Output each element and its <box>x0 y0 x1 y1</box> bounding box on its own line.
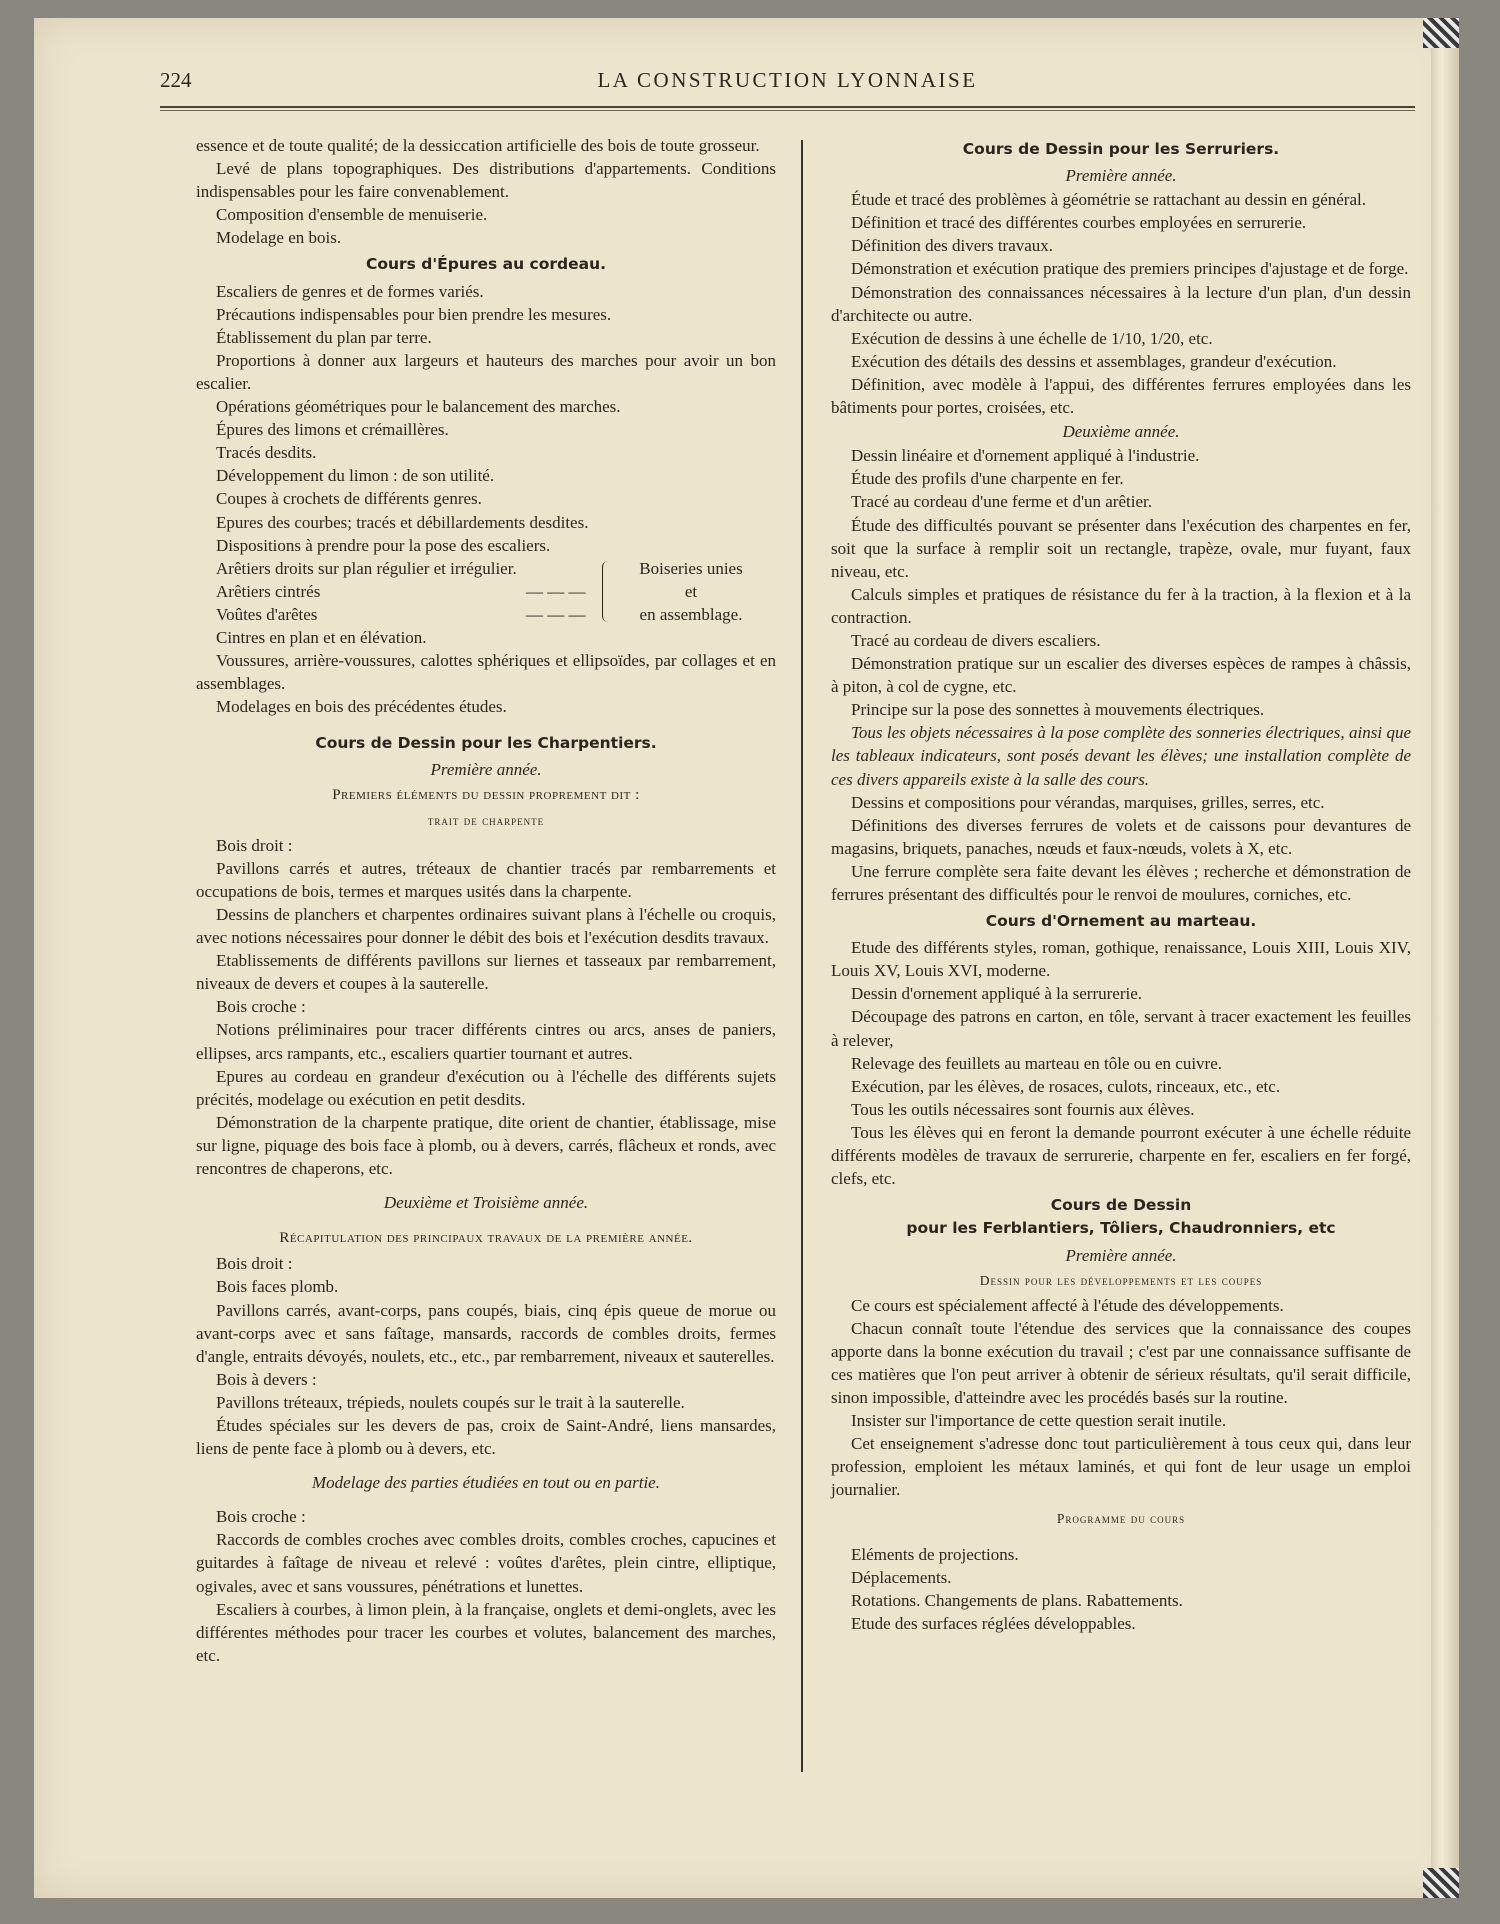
brace-right: Boiseries unies et en assemblage. <box>639 558 743 624</box>
year-subheading: Première année. <box>430 760 542 780</box>
paragraph: Composition d'ensemble de menuiserie. <box>216 205 488 225</box>
list-item: Opérations géométriques pour le balancement des marches. <box>216 397 621 417</box>
list-item: Rotations. Changements de plans. Rabattements. <box>851 1590 1183 1610</box>
paragraph: Dessins de planchers et charpentes ordinaires suivant plans à l'échelle ou croquis, avec notions nécessaires pour donner le débit des bois et l'exécution desdits travaux. <box>196 905 776 948</box>
paragraph: Relevage des feuillets au marteau en tôle ou en cuivre. <box>851 1053 1223 1073</box>
paragraph: Définition, avec modèle à l'appui, des différentes ferrures employées dans les bâtiments pour portes, croisées, etc. <box>831 374 1411 418</box>
list-item: Epures des courbes; tracés et débillardements desdites. <box>216 512 589 532</box>
paragraph: Etablissements de différents pavillons sur liernes et tasseaux par rembarrement, niveaux de devers et coupes à la sauterelle. <box>196 951 776 994</box>
paragraph: Raccords de combles croches avec combles droits, combles croches, capucines et guitardes à faîtage de niveau et relevé : voûtes d'arêtes, plein cintre, elliptique, ogivales, avec et sans voussures, pénétrations et lunettes. <box>196 1530 776 1596</box>
paragraph: Démonstration des connaissances nécessaires à la lecture d'un plan, d'un dessin d'architecte ou autre. <box>831 282 1411 325</box>
list-item: Voussures, arrière-voussures, calottes sphériques et ellipsoïdes, par collages et en assemblages. <box>196 651 776 694</box>
list-item: Escaliers de genres et de formes variés. <box>216 281 484 301</box>
list-item: Précautions indispensables pour bien prendre les mesures. <box>216 304 612 324</box>
paragraph: Découpage des patrons en carton, en tôle, servant à tracer exactement les feuilles à relever, <box>831 1007 1411 1050</box>
paragraph: Pavillons tréteaux, trépieds, noulets coupés sur le trait à la sauterelle. <box>216 1392 685 1412</box>
list-item: Eléments de projections. <box>851 1544 1019 1564</box>
brace-line: Arêtiers cintrés — — — <box>216 581 586 601</box>
list-item: Modelages en bois des précédentes études. <box>216 697 507 717</box>
paragraph: Démonstration pratique sur un escalier des diverses espèces de rampes à châssis, à piton, à col de cygne, etc. <box>831 654 1411 697</box>
small-caps-heading: Premiers éléments du dessin proprement dit : <box>332 786 640 803</box>
list-item: Déplacements. <box>851 1567 952 1587</box>
list-item: Établissement du plan par terre. <box>216 327 432 347</box>
list-item: Etude des surfaces réglées développables. <box>851 1613 1136 1633</box>
section-heading-serruriers: Cours de Dessin pour les Serruriers. <box>962 140 1280 158</box>
paragraph: Démonstration de la charpente pratique, dite orient de chantier, établissage, mise sur ligne, piquage des bois face à plomb, ou à devers, carrés, flâcheux et ronds, avec rencontres de chaperons, etc. <box>196 1112 776 1179</box>
year-subheading: Première année. <box>1065 1246 1177 1266</box>
paragraph: Bois faces plomb. <box>216 1277 339 1297</box>
list-item: Coupes à crochets de différents genres. <box>216 489 482 509</box>
paragraph: Modelage en bois. <box>216 228 342 248</box>
list-item: Développement du limon : de son utilité. <box>216 466 495 486</box>
paragraph: Tracé au cordeau d'une ferme et d'un arêtier. <box>851 492 1152 512</box>
paragraph: Étude des profils d'une charpente en fer. <box>851 469 1124 489</box>
section-heading-epures: Cours d'Épures au cordeau. <box>365 255 607 274</box>
page-number: 224 <box>160 68 192 92</box>
paragraph: Bois à devers : <box>216 1369 317 1389</box>
paragraph: essence et de toute qualité; de la dessiccation artificielle des bois de toute grosseur. <box>196 136 760 155</box>
paragraph: Exécution de dessins à une échelle de 1/10, 1/20, etc. <box>851 328 1213 348</box>
paragraph: Définition et tracé des différentes courbes employées en serrurerie. <box>851 213 1307 233</box>
paragraph: Tous les outils nécessaires sont fournis aux élèves. <box>851 1099 1195 1119</box>
page-edge <box>1431 18 1459 1898</box>
paragraph: Bois croche : <box>216 997 306 1017</box>
scan-calibration-strip-bottom <box>1423 1868 1459 1898</box>
brace-line: Voûtes d'arêtes — — — <box>216 604 586 624</box>
paragraph: Bois droit : <box>216 835 293 855</box>
list-item: Proportions à donner aux largeurs et hauteurs des marches pour avoir un bon escalier. <box>196 350 776 393</box>
paragraph: Démonstration et exécution pratique des premiers principes d'ajustage et de forge. <box>851 259 1409 279</box>
paragraph: Étude des difficultés pouvant se présenter dans l'exécution des charpentes en fer, soit que la surface à remplir soit un rectangle, trapèze, ovale, mur fuyant, faux niveau, etc. <box>831 515 1411 581</box>
paragraph: Dessin linéaire et d'ornement appliqué à l'industrie. <box>851 446 1200 466</box>
paragraph: Ce cours est spécialement affecté à l'étude des développements. <box>851 1295 1284 1315</box>
paragraph: Exécution des détails des dessins et assemblages, grandeur d'exécution. <box>851 351 1337 371</box>
small-caps-subheading: trait de charpente <box>427 812 545 828</box>
scan-calibration-strip-top <box>1423 18 1459 48</box>
brace-symbol <box>602 561 615 622</box>
paragraph: Levé de plans topographiques. Des distributions d'appartements. Conditions indispensables pour les faire convenablement. <box>196 159 776 202</box>
paragraph: Tous les élèves qui en feront la demande pourront exécuter à une échelle réduite différents modèles de travaux de serrurerie, charpente en fer, escaliers en fer forgé, clefs, etc. <box>831 1122 1411 1189</box>
paragraph: Notions préliminaires pour tracer différents cintres ou arcs, anses de paniers, ellipses, arcs rampants, etc., escaliers quartier tournant et autres. <box>196 1020 776 1063</box>
left-column <box>196 134 776 1667</box>
section-heading-charpentiers: Cours de Dessin pour les Charpentiers. <box>315 734 657 753</box>
paragraph: Chacun connaît toute l'étendue des services que la connaissance des coupes apporte dans la bonne exécution du travail ; c'est par une connaissance suffisante de ces matières que l'on peut arriver à obtenir de sérieux résultats, qu'il serait difficile, sinon impossible, d'atteindre avec les procédés basés sur la routine. <box>831 1318 1411 1407</box>
paragraph: Exécution, par les élèves, de rosaces, culots, rinceaux, etc., etc. <box>851 1076 1281 1096</box>
header-rule <box>160 106 1415 108</box>
paragraph: Bois croche : <box>216 1507 306 1527</box>
paragraph: Insister sur l'importance de cette question serait inutile. <box>851 1411 1227 1431</box>
small-caps-heading: Récapitulation des principaux travaux de la première année. <box>279 1230 693 1247</box>
paragraph: Définition des divers travaux. <box>851 236 1054 256</box>
paragraph: Pavillons carrés, avant-corps, pans coupés, biais, cinq épis queue de morue ou avant-corps avec et sans faîtage, mansards, raccords de combles droits, fermes d'angle, entraits dévoyés, noulets, etc., etc., par rembarrement, niveaux et sauterelles. <box>196 1300 776 1366</box>
brace-lines <box>196 557 596 626</box>
year-subheading: Deuxième et Troisième année. <box>383 1193 589 1213</box>
italic-subheading: Modelage des parties étudiées en tout ou en partie. <box>312 1473 660 1493</box>
year-subheading: Première année. <box>1065 166 1177 186</box>
small-caps-subheading: Dessin pour les développements et les coupes <box>979 1272 1263 1288</box>
section-heading-ornement: Cours d'Ornement au marteau. <box>985 912 1257 931</box>
paragraph: Bois droit : <box>216 1254 293 1274</box>
paragraph: Escaliers à courbes, à limon plein, à la française, onglets et demi-onglets, avec les différentes méthodes pour tracer les courbes et volutes, balancement des marches, etc. <box>196 1599 776 1665</box>
small-caps-subheading: Programme du cours <box>1056 1511 1186 1527</box>
page-header <box>160 64 1415 94</box>
paragraph: Calculs simples et pratiques de résistance du fer à la traction, à la flexion et à la contraction. <box>831 584 1411 627</box>
list-item: Épures des limons et crémaillères. <box>216 420 449 440</box>
paragraph: Pavillons carrés et autres, tréteaux de chantier tracés par rembarrements et occupations de bois, termes et marques usités dans la charpente. <box>196 858 776 901</box>
italic-note: Tous les objets nécessaires à la pose complète des sonneries électriques, ainsi que les tableaux indicateurs, sont posés devant les élèves; une installation complète de ces divers appareils existe à la salle des cours. <box>831 723 1411 789</box>
section-heading-ferblantiers-1: Cours de Dessin <box>1050 1196 1192 1215</box>
paragraph: Etude des différents styles, roman, gothique, renaissance, Louis XIII, Louis XIV, Louis XV, Louis XVI, moderne. <box>831 938 1411 981</box>
paragraph: Études spéciales sur les devers de pas, croix de Saint-André, liens mansardes, liens de pente face à plomb ou à devers, etc. <box>196 1415 776 1459</box>
right-column <box>831 134 1411 1635</box>
paragraph: Étude et tracé des problèmes à géométrie se rattachant au dessin en général. <box>851 190 1366 210</box>
paragraph: Dessins et compositions pour vérandas, marquises, grilles, serres, etc. <box>851 792 1325 812</box>
paragraph: Principe sur la pose des sonnettes à mouvements électriques. <box>851 700 1265 720</box>
column-divider <box>801 140 803 1772</box>
section-heading-ferblantiers-2: pour les Ferblantiers, Tôliers, Chaudronniers, etc <box>906 1219 1336 1238</box>
paragraph: Epures au cordeau en grandeur d'exécution ou à l'échelle des différents sujets précités, modelage ou exécution en petit desdits. <box>196 1066 776 1109</box>
list-item: Tracés desdits. <box>216 443 317 463</box>
brace-line: Arêtiers droits sur plan régulier et irrégulier. <box>216 558 517 578</box>
paragraph: Une ferrure complète sera faite devant les élèves ; recherche et démonstration de ferrures présentant des difficultés pour le renvoi de moulures, corniches, etc. <box>831 861 1411 904</box>
year-subheading: Deuxième année. <box>1062 422 1180 442</box>
header-rule-thin <box>160 110 1415 111</box>
running-title: LA CONSTRUCTION LYONNAISE <box>597 68 978 92</box>
paragraph: Tracé au cordeau de divers escaliers. <box>851 630 1101 650</box>
brace-group <box>196 557 776 626</box>
paragraph: Dessin d'ornement appliqué à la serrurerie. <box>851 984 1143 1004</box>
paragraph: Cet enseignement s'adresse donc tout particulièrement à tous ceux qui, dans leur profession, emploient les métaux laminés, et qui font de leur usage un emploi journalier. <box>831 1434 1411 1500</box>
paragraph: Définitions des diverses ferrures de volets et de caissons pour devantures de magasins, briquets, panaches, nœuds et faux-nœuds, volets à X, etc. <box>831 815 1411 858</box>
list-item: Dispositions à prendre pour la pose des escaliers. <box>216 535 551 555</box>
list-item: Cintres en plan et en élévation. <box>216 627 427 647</box>
